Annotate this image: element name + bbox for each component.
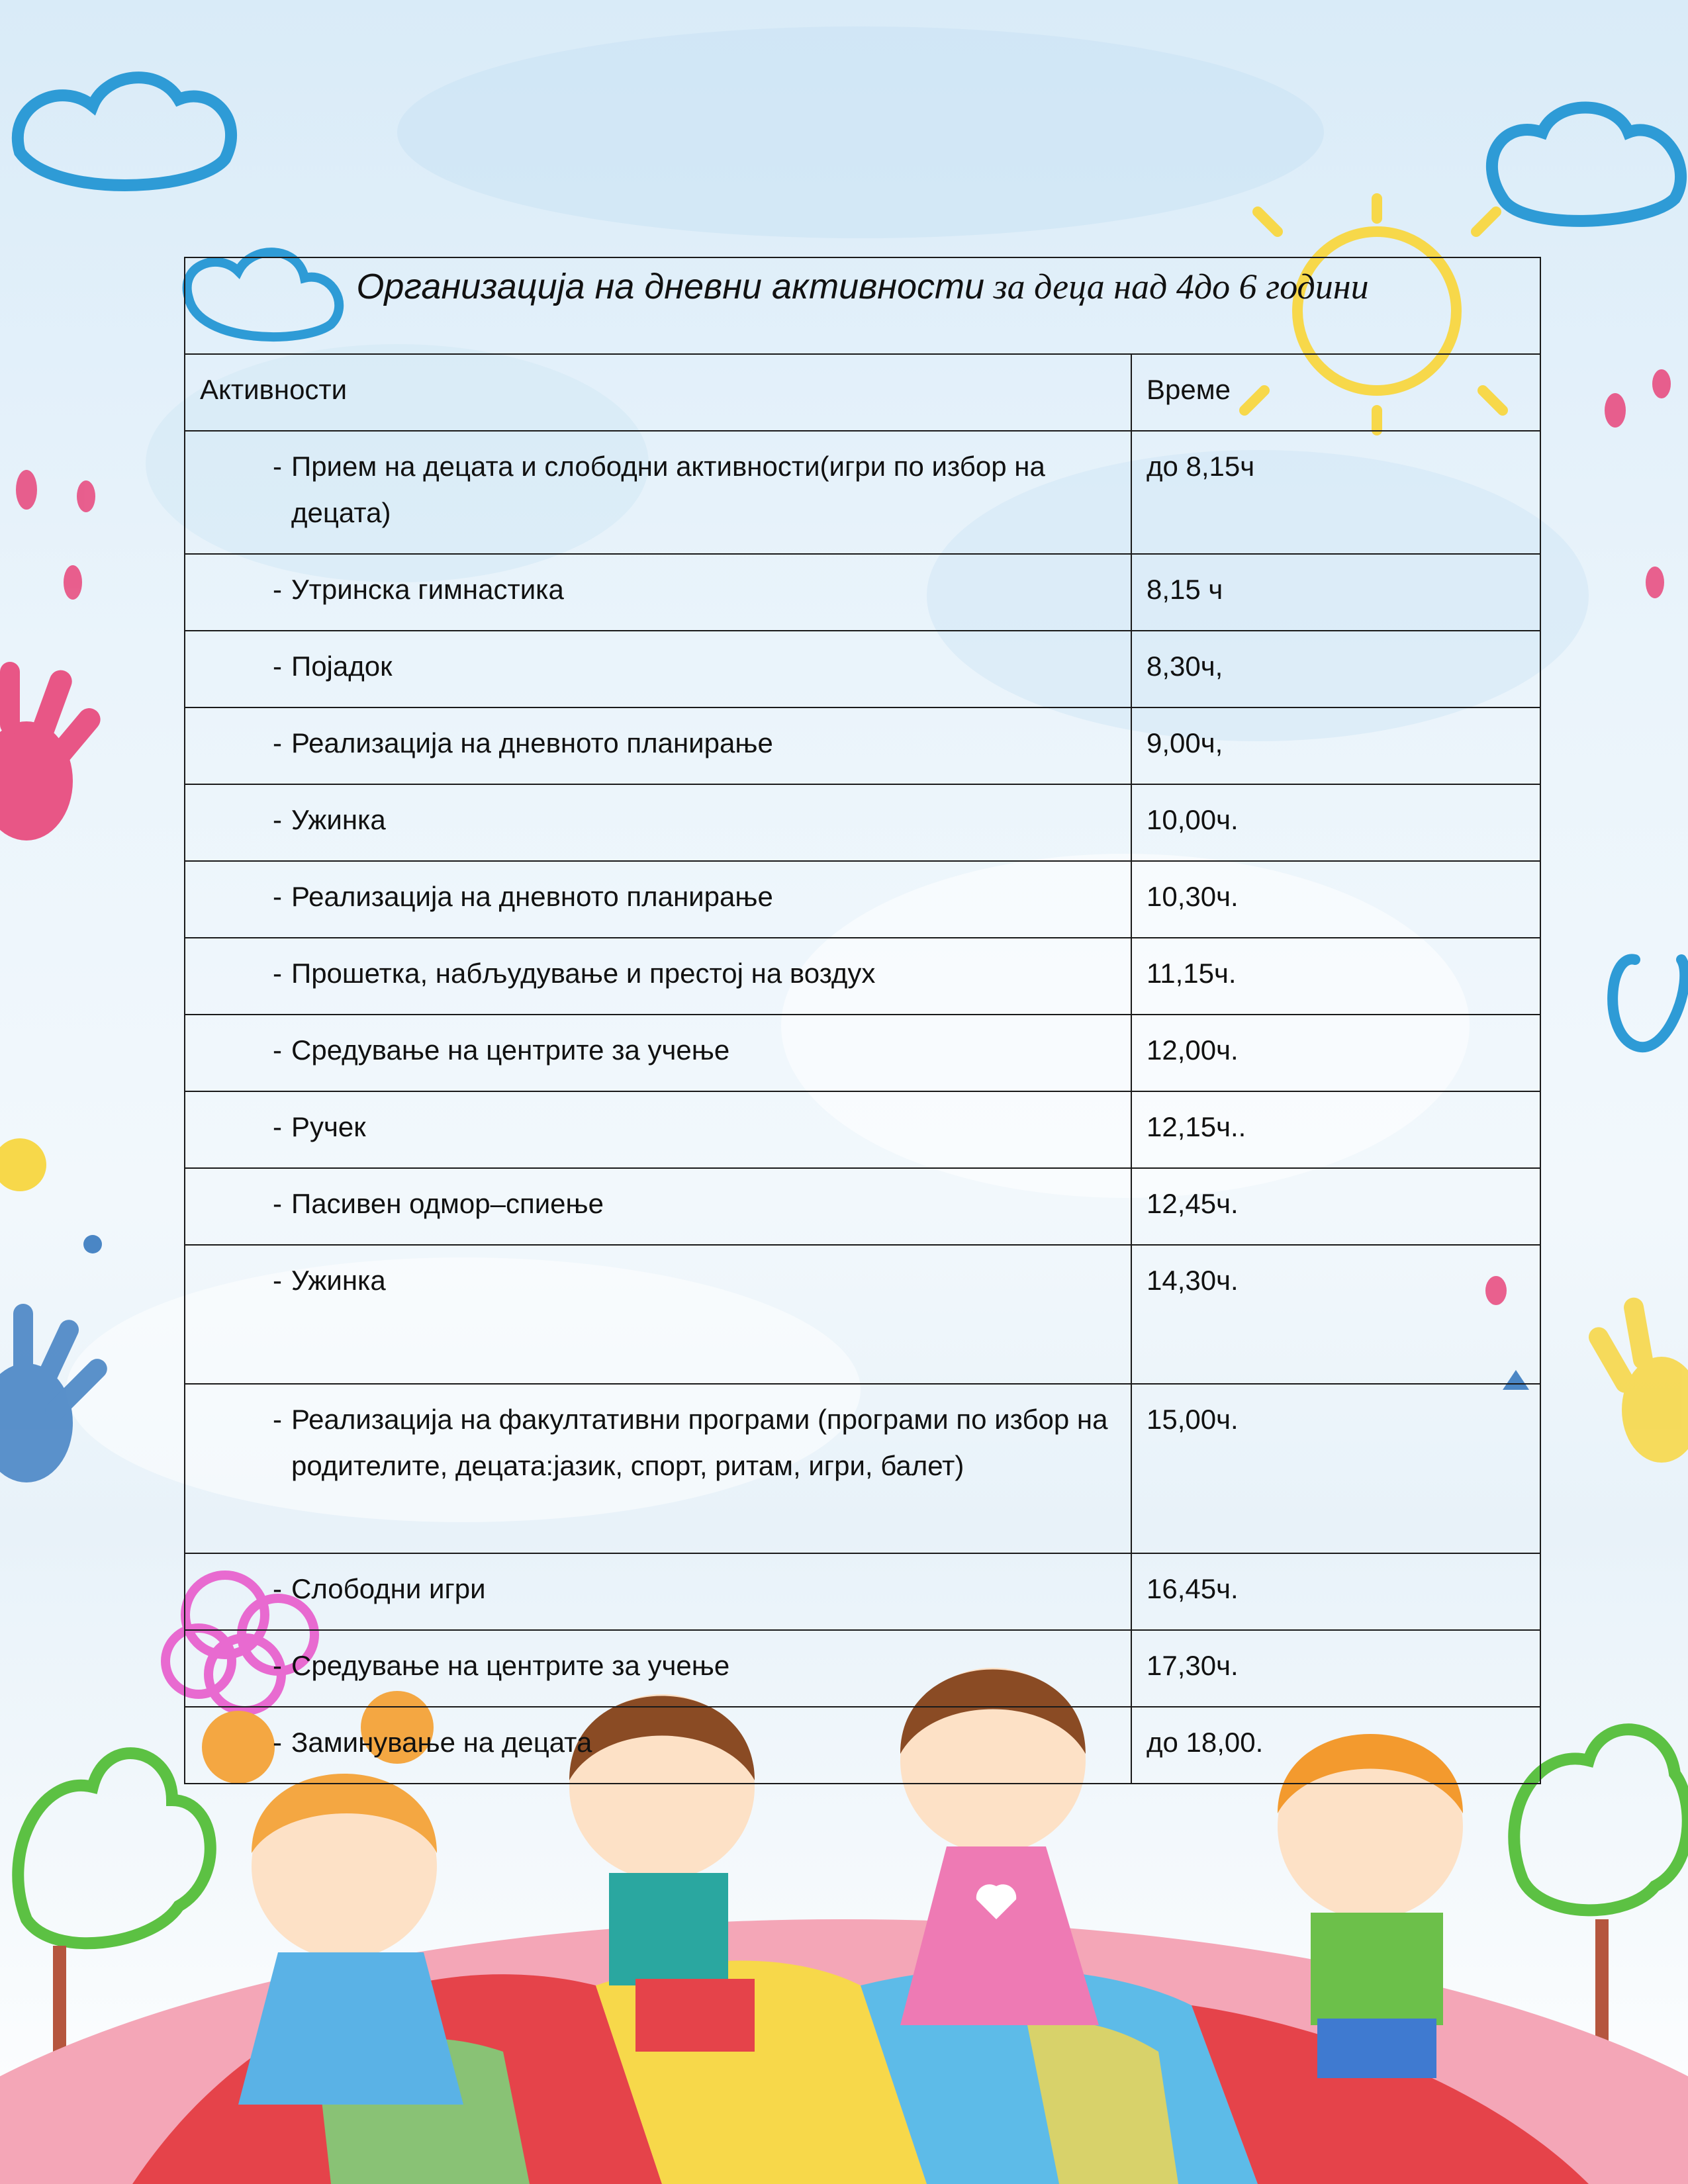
activity-cell (185, 1384, 1131, 1553)
activity-item (200, 443, 1116, 536)
bullet-dash: - (273, 451, 282, 482)
activity-text: Прошетка, набљудување и престој на воздух (291, 958, 876, 989)
table-row (185, 1707, 1540, 1784)
time-cell: 8,30ч, (1131, 631, 1540, 707)
header-row (185, 354, 1540, 431)
time-cell: 14,30ч. (1131, 1245, 1540, 1384)
activity-cell (185, 1091, 1131, 1168)
table-row (185, 431, 1540, 554)
activity-item (200, 1104, 1116, 1150)
activity-item (200, 643, 1116, 690)
time-cell: 12,15ч.. (1131, 1091, 1540, 1168)
activity-text: Прием на децата и слободни активности(игри по избор на децата) (291, 451, 1045, 528)
activity-item (200, 720, 1116, 766)
activity-item (200, 1719, 1116, 1766)
table-title-main: Организација на дневни активности (356, 267, 985, 306)
bullet-dash: - (273, 804, 282, 835)
table-row (185, 1015, 1540, 1091)
table-title-sub: за деца над 4до 6 години (984, 267, 1369, 306)
bullet-dash: - (273, 1650, 282, 1681)
bullet-dash: - (273, 881, 282, 912)
activity-item (200, 874, 1116, 920)
activity-text: Реализација на дневното планирање (291, 881, 773, 912)
bullet-dash: - (273, 651, 282, 682)
schedule-sheet (184, 257, 1540, 1784)
time-cell: 16,45ч. (1131, 1553, 1540, 1630)
activity-text: Утринска гимнастика (291, 574, 564, 605)
table-row (185, 1245, 1540, 1384)
table-row (185, 861, 1540, 938)
activity-item (200, 797, 1116, 843)
activity-cell (185, 1168, 1131, 1245)
daily-schedule-table (184, 257, 1541, 1784)
activity-item (200, 1396, 1116, 1489)
table-row (185, 1553, 1540, 1630)
activity-item (200, 1257, 1116, 1304)
activity-cell (185, 1015, 1131, 1091)
activity-cell (185, 784, 1131, 861)
activity-cell (185, 1553, 1131, 1630)
activity-cell (185, 554, 1131, 631)
activity-text: Средување на центрите за учење (291, 1650, 730, 1681)
bullet-dash: - (273, 1727, 282, 1758)
activity-cell (185, 707, 1131, 784)
title-row (185, 257, 1540, 354)
activity-item (200, 567, 1116, 613)
bullet-dash: - (273, 1404, 282, 1435)
time-cell: до 18,00. (1131, 1707, 1540, 1784)
bullet-dash: - (273, 1265, 282, 1296)
activity-cell (185, 861, 1131, 938)
table-row (185, 631, 1540, 707)
activity-text: Ручек (291, 1111, 366, 1142)
bullet-dash: - (273, 1111, 282, 1142)
activity-cell (185, 1245, 1131, 1384)
activity-item (200, 1027, 1116, 1073)
time-cell: 10,30ч. (1131, 861, 1540, 938)
activity-cell (185, 1630, 1131, 1707)
hand-print-icon (0, 662, 105, 841)
time-cell: 15,00ч. (1131, 1384, 1540, 1553)
bullet-dash: - (273, 574, 282, 605)
time-cell: 11,15ч. (1131, 938, 1540, 1015)
bullet-dash: - (273, 727, 282, 758)
time-cell: 12,00ч. (1131, 1015, 1540, 1091)
table-title (185, 257, 1540, 354)
activity-text: Ужинка (291, 1265, 386, 1296)
header-time: Време (1131, 354, 1540, 431)
table-row (185, 707, 1540, 784)
time-cell: до 8,15ч (1131, 431, 1540, 554)
activity-cell (185, 631, 1131, 707)
time-cell: 8,15 ч (1131, 554, 1540, 631)
table-row (185, 1630, 1540, 1707)
table-row (185, 1168, 1540, 1245)
activity-text: Средување на центрите за учење (291, 1034, 730, 1066)
table-row (185, 554, 1540, 631)
activity-text: Реализација на дневното планирање (291, 727, 773, 758)
activity-item (200, 1181, 1116, 1227)
time-cell: 12,45ч. (1131, 1168, 1540, 1245)
hand-print-icon (1585, 1296, 1688, 1463)
time-cell: 9,00ч, (1131, 707, 1540, 784)
time-cell: 17,30ч. (1131, 1630, 1540, 1707)
header-activity: Активности (185, 354, 1131, 431)
time-cell: 10,00ч. (1131, 784, 1540, 861)
activity-cell (185, 938, 1131, 1015)
activity-cell (185, 431, 1131, 554)
activity-item (200, 1643, 1116, 1689)
table-row (185, 784, 1540, 861)
activity-item (200, 1566, 1116, 1612)
bullet-dash: - (273, 958, 282, 989)
activity-text: Реализација на факултативни програми (програми по избор на родителите, децата:јазик, спорт, ритам, игри, балет) (291, 1404, 1108, 1481)
activity-cell (185, 1707, 1131, 1784)
activity-text: Појадок (291, 651, 393, 682)
bullet-dash: - (273, 1188, 282, 1219)
activity-text: Пасивен одмор–спиење (291, 1188, 604, 1219)
activity-text: Ужинка (291, 804, 386, 835)
table-row (185, 1091, 1540, 1168)
bullet-dash: - (273, 1034, 282, 1066)
activity-text: Слободни игри (291, 1573, 486, 1604)
activity-text: Заминување на децата (291, 1727, 592, 1758)
table-row (185, 1384, 1540, 1553)
activity-item (200, 950, 1116, 997)
table-row (185, 938, 1540, 1015)
cloud-icon (18, 77, 231, 185)
bullet-dash: - (273, 1573, 282, 1604)
cloud-icon (1492, 108, 1681, 221)
